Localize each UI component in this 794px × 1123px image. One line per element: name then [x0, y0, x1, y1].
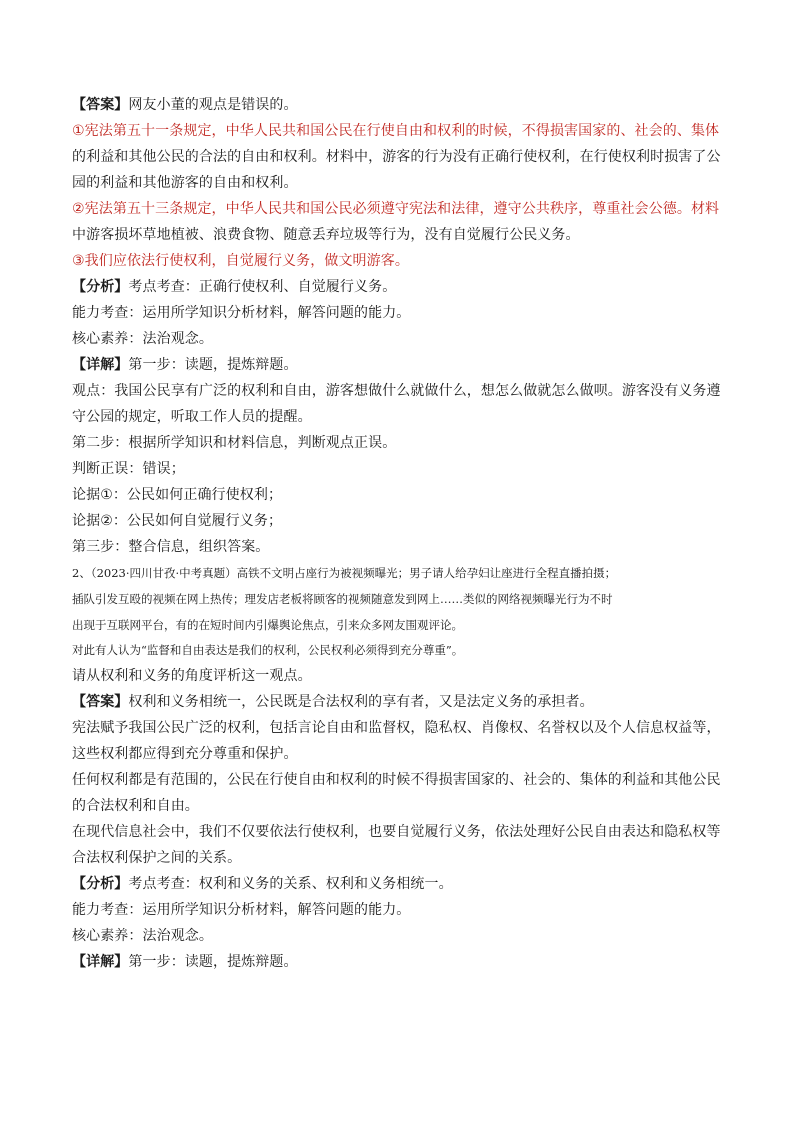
point1-line-c: 园的利益和其他游客的自由和权利。	[72, 175, 298, 191]
literacy2-line: 核心素养：法治观念。	[72, 928, 213, 944]
analysis2-tag: 【分析】	[72, 876, 129, 892]
answer-line: 【答案】网友小董的观点是错误的。	[72, 97, 298, 113]
answer2-para1-b: 这些权利都应得到充分尊重和保护。	[72, 746, 298, 762]
judge-line: 判断正误：错误；	[72, 461, 185, 477]
question-line-1: 2、（2023·四川甘孜·中考真题）高铁不文明占座行为被视频曝光；男子请人给孕妇让座进行全程直播拍摄；	[72, 566, 617, 580]
point2-line-a: ②宪法第五十三条规定，中华人民共和国公民必须遵守宪法和法律，遵守公共秩序，尊重社会公德。材料	[72, 201, 720, 217]
step3-line: 第三步：整合信息，组织答案。	[72, 539, 270, 555]
answer2-tag: 【答案】	[72, 694, 129, 710]
answer2-para3-b: 合法权利保护之间的关系。	[72, 850, 242, 866]
point2-line-b: 中游客损坏草地植被、浪费食物、随意丢弃垃圾等行为，没有自觉履行公民义务。	[72, 227, 580, 243]
point1-line-b: 的利益和其他公民的合法的自由和权利。材料中，游客的行为没有正确行使权利，在行使权利时损害了公	[72, 149, 721, 165]
answer-tag: 【答案】	[72, 97, 129, 113]
point1-line-a: ①宪法第五十一条规定，中华人民共和国公民在行使自由和权利的时候，不得损害国家的、社会的、集体	[72, 123, 720, 139]
question-line-2: 插队引发互殴的视频在网上热传；理发店老板将顾客的视频随意发到网上……类似的网络视频曝光行为不时	[72, 592, 613, 606]
detail2-line: 【详解】第一步：读题，提炼辩题。	[72, 954, 298, 970]
step2-line: 第二步：根据所学知识和材料信息，判断观点正误。	[72, 435, 397, 451]
detail2-tag: 【详解】	[72, 954, 129, 970]
ability-line: 能力考查：运用所学知识分析材料，解答问题的能力。	[72, 305, 411, 321]
question-prompt: 请从权利和义务的角度评析这一观点。	[72, 668, 312, 684]
question-line-3: 出现于互联网平台，有的在短时间内引爆舆论焦点，引来众多网友围观评论。	[72, 618, 463, 632]
detail-line: 【详解】第一步：读题，提炼辩题。	[72, 357, 298, 373]
question-line-4: 对此有人认为“监督和自由表达是我们的权利，公民权利必须得到充分尊重”。	[72, 643, 464, 657]
point3-line: ③我们应依法行使权利，自觉履行义务，做文明游客。	[72, 253, 409, 269]
answer2-para3-a: 在现代信息社会中，我们不仅要依法行使权利，也要自觉履行义务，依法处理好公民自由表达和隐私权等	[72, 824, 721, 840]
argument1-line: 论据①：公民如何正确行使权利；	[72, 487, 283, 503]
answer2-line: 【答案】权利和义务相统一，公民既是合法权利的享有者，又是法定义务的承担者。	[72, 694, 594, 710]
analysis-tag: 【分析】	[72, 279, 129, 295]
detail-tag: 【详解】	[72, 357, 129, 373]
answer2-para1-a: 宪法赋予我国公民广泛的权利，包括言论自由和监督权，隐私权、肖像权、名誉权以及个人信息权益等，	[72, 720, 721, 736]
argument2-line: 论据②：公民如何自觉履行义务；	[72, 513, 283, 529]
document-page	[72, 92, 722, 975]
ability2-line: 能力考查：运用所学知识分析材料，解答问题的能力。	[72, 902, 411, 918]
answer2-para2-a: 任何权利都是有范围的，公民在行使自由和权利的时候不得损害国家的、社会的、集体的利益和其他公民	[72, 772, 721, 788]
literacy-line: 核心素养：法治观念。	[72, 331, 213, 347]
view-line-b: 守公园的规定，听取工作人员的提醒。	[72, 409, 312, 425]
analysis-line: 【分析】考点考查：正确行使权利、自觉履行义务。	[72, 279, 397, 295]
view-line-a: 观点：我国公民享有广泛的权利和自由，游客想做什么就做什么，想怎么做就怎么做呗。游客没有义务遵	[72, 383, 721, 399]
analysis2-line: 【分析】考点考查：权利和义务的关系、权利和义务相统一。	[72, 876, 453, 892]
answer2-para2-b: 的合法权利和自由。	[72, 798, 199, 814]
